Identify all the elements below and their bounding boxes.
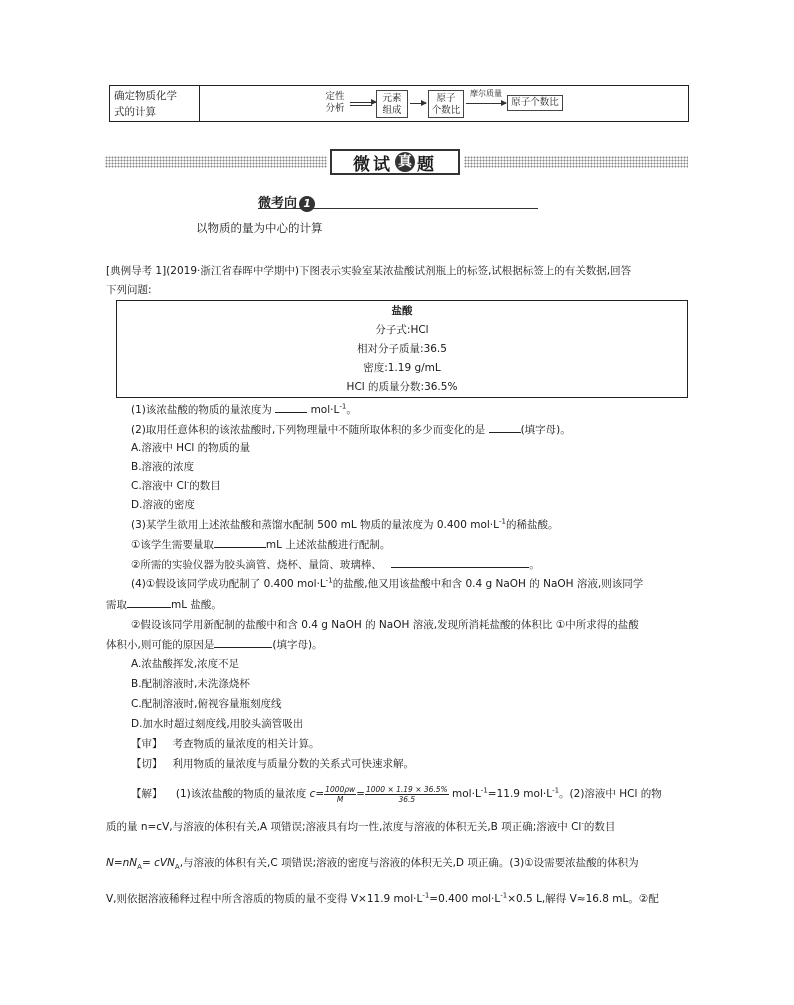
jie1-c: c xyxy=(309,788,316,800)
flow-element-line1: 元素 xyxy=(382,93,402,104)
jie4-end: ×0.5 L,解得 V≈16.8 mL。②配 xyxy=(507,893,659,905)
q3-sup: -1 xyxy=(499,517,506,526)
table-left-line1: 确定物质化学 xyxy=(114,90,177,102)
q4-end: mL 盐酸。 xyxy=(171,599,222,611)
analysis-jie-line4 xyxy=(106,892,659,906)
question-4-cont xyxy=(106,597,222,612)
qie-text: 利用物质的量浓度与质量分数的关系式可快速求解。 xyxy=(172,758,415,770)
shen-text: 考查物质的量浓度的相关计算。 xyxy=(172,738,320,750)
jie4-sup: -1 xyxy=(422,891,430,900)
q3-end: 的稀盐酸。 xyxy=(505,519,559,531)
q31-end: mL 上述浓盐酸进行配制。 xyxy=(265,539,391,551)
q42-blank xyxy=(214,637,272,648)
summary-table xyxy=(109,85,689,122)
kaoxiang-text: 微考向 xyxy=(258,196,298,211)
q2-text: (2)取用任意体积的该浓盐酸时,下列物理量中不随所取体积的多少而变化的是 xyxy=(131,424,486,436)
label-density: 密度:1.19 g/mL xyxy=(363,362,441,374)
reagent-label-box xyxy=(116,300,688,398)
jie2-end: 的数目 xyxy=(583,821,616,833)
q1-end: 。 xyxy=(346,404,357,416)
q1-unit: mol·L xyxy=(310,404,340,416)
kaoxiang-number-icon: 1 xyxy=(299,196,315,212)
q42-end: (填字母)。 xyxy=(272,639,323,651)
jie3-text-b: = cVN xyxy=(141,857,175,869)
question-3-2 xyxy=(131,557,540,572)
q4-need: 需取 xyxy=(106,599,127,611)
q4-option-c: C.配制溶液时,俯视容量瓶刻度线 xyxy=(131,698,282,710)
q2-end: (填字母)。 xyxy=(520,424,571,436)
table-left-line2: 式的计算 xyxy=(114,106,156,118)
q1-blank xyxy=(275,402,307,413)
question-3-1 xyxy=(131,537,390,552)
section-title-char2: 试 xyxy=(373,154,393,175)
header-hatch-left xyxy=(105,156,327,168)
label-formula: 分子式:HCl xyxy=(375,324,429,336)
flow-qualitative xyxy=(322,91,348,115)
section-title-char4: 题 xyxy=(417,154,437,175)
kaoxiang-label xyxy=(258,192,315,212)
jie1-sup: -1 xyxy=(480,786,488,795)
jie3-end: ,与溶液的体积有关,C 项错误;溶液的密度与溶液的体积无关,D 项正确。(3)①设需要浓盐酸的体积为 xyxy=(179,857,639,869)
frac2-den: 36.5 xyxy=(398,794,416,804)
flow-element-box xyxy=(376,90,408,118)
flow-atom-line1: 原子 xyxy=(436,93,456,104)
q4-sup: -1 xyxy=(325,576,333,585)
jie1-end: 。(2)溶液中 HCl 的物 xyxy=(559,788,662,800)
flow-qualitative-line2: 分析 xyxy=(325,103,345,114)
jie4-sup-2: -1 xyxy=(500,891,508,900)
jie1-result: =11.9 mol·L xyxy=(487,788,553,800)
q2-option-c xyxy=(131,479,221,493)
q42-text: 体积小,则可能的原因是 xyxy=(106,639,215,651)
flow-qualitative-line1: 定性 xyxy=(325,91,345,102)
q2c-end: 的数目 xyxy=(189,480,221,492)
q32-text: ②所需的实验仪器为胶头滴管、烧杯、量筒、玻璃棒、 xyxy=(131,559,382,571)
double-arrow-icon xyxy=(350,102,376,103)
table-left-cell xyxy=(114,88,177,120)
q4-option-a: A.浓盐酸挥发,浓度不足 xyxy=(131,658,240,670)
q4-text: (4)①假设该同学成功配制了 0.400 mol·L xyxy=(131,578,326,590)
jie1-sup-2: -1 xyxy=(552,786,560,795)
question-1 xyxy=(131,402,357,417)
q2c-text: C.溶液中 Cl xyxy=(131,480,187,492)
question-4-2-cont xyxy=(106,637,323,652)
q4-option-b: B.配制溶液时,未洗涤烧杯 xyxy=(131,678,250,690)
q2-blank xyxy=(489,422,521,433)
jie2-sup: - xyxy=(581,819,584,828)
question-4-2: ②假设该同学用新配制的盐酸中和含 0.4 g NaOH 的 NaOH 溶液,发现所消耗盐酸的体积比 ①中所求得的盐酸 xyxy=(131,619,639,631)
flow-element-line2: 组成 xyxy=(382,105,402,116)
jie2-text: 质的量 n=cV,与溶液的体积有关,A 项错误;溶液具有均一性,浓度与溶液的体积无关,B 项正确;溶液中 Cl xyxy=(106,821,582,833)
frac2-num: 1000 × 1.19 × 36.5% xyxy=(365,784,448,794)
label-mass-fraction: HCl 的质量分数:36.5% xyxy=(346,381,458,393)
analysis-qie xyxy=(131,757,414,771)
jie1-text: (1)该浓盐酸的物质的量浓度 xyxy=(175,788,307,800)
kaoxiang-underline xyxy=(258,208,538,209)
formula-fraction-2 xyxy=(365,785,449,804)
flow-molar-mass: 摩尔质量 xyxy=(470,89,502,98)
analysis-jie-line1: 【解】 (1)该浓盐酸的物质的量浓度 c= $\frac{1000\rho w}{M}$ = $\frac{1000 \times 1.19 \times 36.5\%}{36.5}$ $mol\cdot L^{-1}=11.9$ $mol\cdot L^{-1}$。(2)溶液中 HCl 的物 xyxy=(131,784,662,804)
jie3-text: N=nN xyxy=(106,857,138,869)
section-title xyxy=(330,149,460,175)
analysis-shen xyxy=(131,737,320,751)
header-hatch-right xyxy=(464,156,688,168)
q4-option-d: D.加水时超过刻度线,用胶头滴管吸出 xyxy=(131,718,304,730)
analysis-jie-line3 xyxy=(106,856,639,870)
jie4-text: V,则依据溶液稀释过程中所含溶质的物质的量不变得 V×11.9 mol·L xyxy=(106,893,423,905)
qie-tag: 【切】 xyxy=(131,758,163,770)
kaoxiang-title: 以物质的量为中心的计算 xyxy=(196,221,323,235)
q2-option-a: A.溶液中 HCl 的物质的量 xyxy=(131,442,251,454)
label-title: 盐酸 xyxy=(391,305,413,317)
q1-text: (1)该浓盐酸的物质的量浓度为 xyxy=(131,404,272,416)
q3-text: (3)某学生欲用上述浓盐酸和蒸馏水配制 500 mL 物质的量浓度为 0.400 mol·L xyxy=(131,519,499,531)
table-divider xyxy=(199,86,200,121)
question-2 xyxy=(131,422,571,437)
q1-sup: -1 xyxy=(339,402,347,411)
shen-tag: 【审】 xyxy=(131,738,163,750)
example-line2: 下列问题: xyxy=(106,284,152,296)
question-3 xyxy=(131,518,558,532)
flow-atom-line2: 个数比 xyxy=(431,105,461,116)
q31-blank xyxy=(214,537,266,548)
analysis-jie-line2 xyxy=(106,820,615,834)
frac-num: 1000ρw xyxy=(325,784,356,794)
formula-fraction xyxy=(324,785,356,804)
flow-ratio-box: 原子个数比 xyxy=(507,95,563,111)
jie4-text-b: =0.400 mol·L xyxy=(429,893,501,905)
flow-atom-box xyxy=(428,90,464,118)
q31-text: ①该学生需要量取 xyxy=(131,539,214,551)
q4-text-b: 的盐酸,他又用该盐酸中和含 0.4 g NaOH 的 NaOH 溶液,则该同学 xyxy=(332,578,644,590)
arrow-right-icon xyxy=(410,103,426,104)
arrow-right-icon-2 xyxy=(466,103,506,104)
q4-blank xyxy=(127,597,171,608)
q2c-sup: - xyxy=(186,478,190,487)
q32-end: 。 xyxy=(529,559,540,571)
jie1-unit: mol·L xyxy=(452,788,481,800)
jie-tag: 【解】 xyxy=(131,788,163,800)
q2-option-d: D.溶液的密度 xyxy=(131,499,195,511)
q2-option-b: B.溶液的浓度 xyxy=(131,461,195,473)
question-4 xyxy=(131,577,643,591)
section-title-char1: 微 xyxy=(353,154,373,175)
jie3-sub: A xyxy=(137,863,142,872)
section-title-char3: 真 xyxy=(395,152,415,172)
example-line1: [典例导考 1](2019·浙江省春晖中学期中)下图表示实验室某浓盐酸试剂瓶上的标签,试根据标签上的有关数据,回答 xyxy=(106,265,632,277)
q32-blank xyxy=(391,557,529,568)
frac-den: M xyxy=(336,794,344,804)
jie3-sub-2: A xyxy=(174,863,180,872)
label-molar-mass: 相对分子质量:36.5 xyxy=(357,343,447,355)
